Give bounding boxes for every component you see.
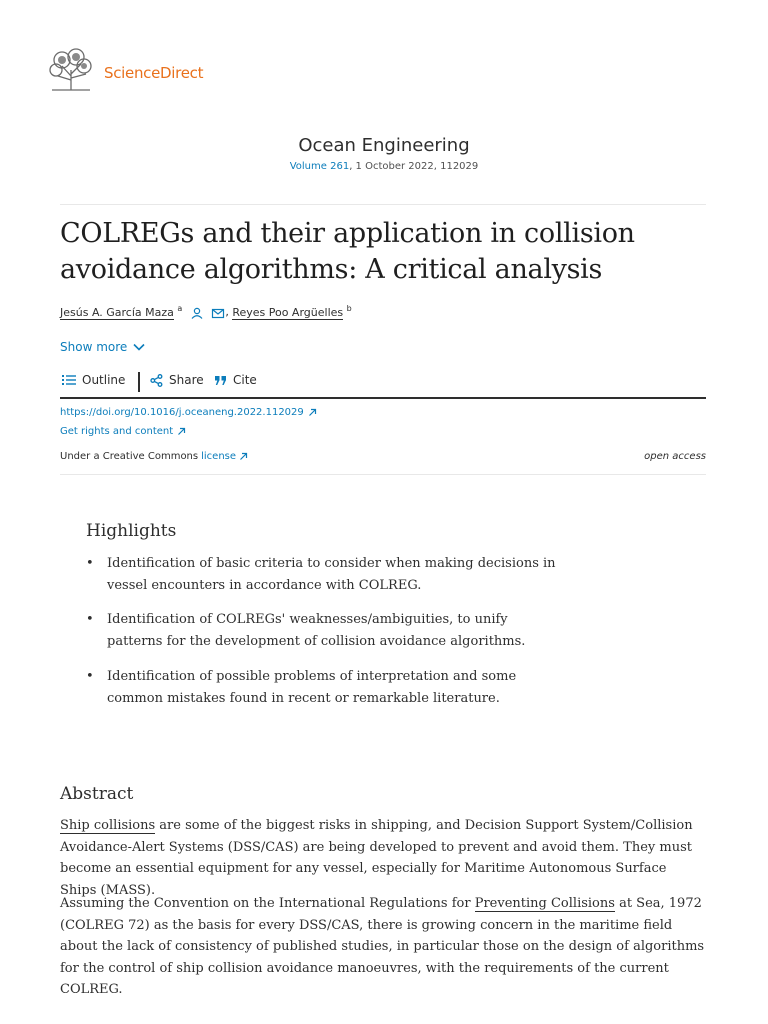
issue-date: , 1 October 2022, 112029: [349, 161, 479, 172]
outline-label: Outline: [82, 373, 126, 387]
abstract-paragraph: [60, 893, 706, 1001]
rights-text: Get rights and content: [60, 426, 174, 437]
list-item: [86, 609, 566, 653]
chevron-down-icon: [133, 343, 145, 351]
cite-button[interactable]: [215, 373, 257, 387]
abstract-text: are some of the biggest risks in shipping, and Decision Support System/Collision Avoidance-Alert Systems (DSS/CAS) are being developed to prevent and avoid them. They must become an essential equipment for any vessel, especially for Maritime Autonomous Surface Ships (MASS).: [60, 818, 693, 898]
author-affiliation-mark[interactable]: b: [346, 304, 352, 313]
author-link[interactable]: Reyes Poo Argüelles: [232, 305, 344, 319]
share-label: Share: [169, 373, 204, 387]
show-more-button[interactable]: [60, 340, 145, 354]
license-prefix: Under a Creative Commons: [60, 451, 199, 462]
article-toolbar: [60, 370, 706, 399]
journal-title[interactable]: Ocean Engineering: [298, 135, 470, 156]
elsevier-tree-icon: [48, 48, 94, 92]
abstract-text: Assuming the Convention on the International Regulations for: [60, 896, 475, 911]
license-info: [60, 451, 248, 462]
person-icon[interactable]: [190, 307, 204, 319]
doi-text: https://doi.org/10.1016/j.oceaneng.2022.112029: [60, 407, 304, 418]
highlight-text: Identification of COLREGs' weaknesses/ambiguities, to unify patterns for the development of collision avoidance algorithms.: [107, 612, 526, 649]
bullet: •: [86, 556, 94, 571]
bullet: •: [86, 612, 94, 627]
sciencedirect-logo[interactable]: [48, 48, 208, 92]
external-link-icon: [308, 408, 317, 417]
email-icon[interactable]: [211, 307, 225, 319]
logo-wordmark: ScienceDirect: [104, 64, 204, 82]
license-link[interactable]: license: [201, 451, 237, 462]
article-title: COLREGs and their application in collision avoidance algorithms: A critical analysis: [60, 218, 635, 285]
external-link-icon: [177, 427, 186, 436]
abstract-text: at Sea, 1972 (COLREG 72) as the basis for every DSS/CAS, there is growing concern in the maritime field about the lack of consistency of published studies, in particular those on the design of algorithms for the control of ship collision avoidance manoeuvres, with the requirements of the current COLREG.: [60, 896, 705, 997]
quote-icon: [215, 375, 227, 386]
open-access-badge: open access: [644, 451, 706, 462]
highlight-text: Identification of basic criteria to consider when making decisions in vessel encounters in accordance with COLREG.: [107, 556, 556, 593]
author-separator: ,: [225, 305, 229, 319]
preventing-collisions-link[interactable]: Preventing Collisions: [474, 896, 615, 911]
doi-link[interactable]: [60, 407, 317, 418]
author-link[interactable]: Jesús A. García Maza: [60, 305, 174, 319]
external-link-icon: [239, 452, 248, 461]
volume-link[interactable]: Volume 261: [289, 161, 350, 172]
rights-link[interactable]: [60, 426, 186, 437]
divider: [60, 474, 706, 475]
divider: [60, 204, 706, 205]
list-icon: [62, 374, 76, 386]
list-item: [86, 666, 566, 710]
outline-button[interactable]: [62, 373, 125, 387]
share-button[interactable]: [150, 373, 204, 387]
bullet: •: [86, 669, 94, 684]
highlights-heading: Highlights: [86, 521, 177, 541]
abstract-heading: Abstract: [60, 784, 134, 804]
abstract-paragraph: [60, 815, 706, 901]
toolbar-separator: [138, 372, 140, 392]
show-more-label: Show more: [60, 340, 128, 354]
cite-label: Cite: [233, 373, 257, 387]
author-list: [60, 304, 352, 319]
issue-info: [0, 161, 768, 172]
share-icon: [150, 374, 163, 387]
highlight-text: Identification of possible problems of interpretation and some common mistakes found in recent or remarkable literature.: [107, 669, 517, 706]
author-affiliation-mark[interactable]: a: [177, 304, 183, 313]
list-item: [86, 553, 566, 597]
ship-collisions-link[interactable]: Ship collisions: [60, 818, 156, 833]
